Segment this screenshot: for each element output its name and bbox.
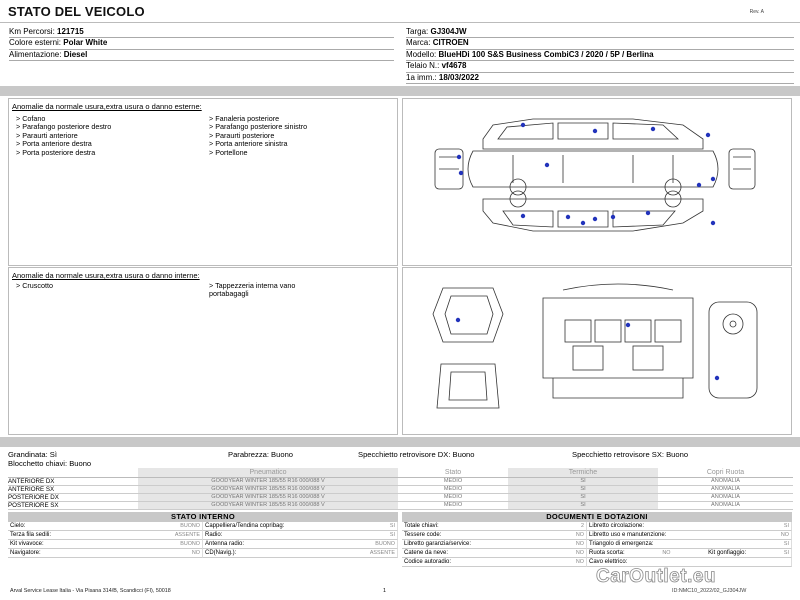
- plate-value: GJ304JW: [430, 27, 467, 36]
- key-lock-status: Blocchetto chiavi: Buono: [8, 459, 92, 468]
- cell-value: NO: [575, 541, 584, 547]
- list-item: > Cruscotto: [16, 281, 53, 290]
- column-header-tyre: Pneumatico: [138, 468, 398, 477]
- external-damage-title: Anomalie da normale usura,extra usura o danno esterne:: [12, 102, 202, 111]
- tyre-model: GOODYEAR WINTER 185/55 R16 000/088 V: [138, 477, 398, 485]
- cell-label: Triangolo di emergenza:: [589, 541, 654, 547]
- tyre-position: POSTERIORE DX: [8, 493, 138, 501]
- interior-cell: [8, 522, 203, 531]
- cell-value: SI: [389, 523, 395, 529]
- tyre-model: GOODYEAR WINTER 185/55 R16 000/088 V: [138, 493, 398, 501]
- list-item: > Porta posteriore destra: [16, 147, 96, 157]
- tyre-position: POSTERIORE SX: [8, 501, 138, 509]
- document-id: ID:NMC10_2022/02_GJ304JW: [672, 588, 747, 594]
- cell-value: ASSENTE: [369, 550, 395, 556]
- interior-state-section: [8, 512, 398, 558]
- cell-label: Libretto garanzia/service:: [404, 541, 472, 547]
- list-item: > Fanaleria posteriore: [209, 114, 280, 123]
- cell-label: Cavo elettrico:: [589, 559, 628, 565]
- section-separator-mid: [0, 437, 800, 447]
- documents-cell: [587, 522, 792, 531]
- interior-state-title: STATO INTERNO: [8, 512, 398, 522]
- list-item: > Portellone: [209, 147, 248, 157]
- tyre-thermal: SI: [508, 477, 658, 485]
- title-divider: [0, 22, 800, 23]
- cell-value: BUONO: [375, 541, 395, 547]
- documents-cell: [402, 558, 587, 567]
- cell-value: NO: [191, 550, 200, 556]
- cell-label: Cielo:: [10, 523, 26, 529]
- cell-label: Radio:: [205, 532, 223, 538]
- table-row: [8, 493, 793, 501]
- watermark-logo: CarOutlet.eu: [596, 566, 717, 587]
- brand-label: Marca:: [406, 38, 431, 48]
- cell-value: NO: [780, 532, 789, 538]
- model-value: BlueHDi 100 S&S Business CombiC3 / 2020 / 5P / Berlina: [438, 49, 654, 59]
- model-label: Modello:: [406, 49, 437, 59]
- plate-row: [406, 27, 794, 38]
- cell-label: Terza fila sedili:: [10, 532, 52, 538]
- cell-label: Navigatore:: [10, 550, 41, 556]
- kit-value: SI: [783, 550, 789, 556]
- external-damage-list-2: [209, 115, 307, 157]
- cell-value: BUONO: [180, 541, 200, 547]
- damage-markers: [457, 123, 715, 225]
- documents-cell: [587, 540, 792, 549]
- fuel-label: Alimentazione:: [9, 49, 62, 59]
- cell-label: Libretto uso e manutenzione:: [589, 532, 667, 538]
- cell-label: Antenna radio:: [205, 541, 245, 547]
- fuel-value: Diesel: [63, 49, 88, 59]
- brand-value: CITROEN: [432, 38, 469, 48]
- table-row: [8, 501, 793, 509]
- interior-cell: [8, 531, 203, 540]
- registration-row: [406, 73, 794, 84]
- km-value: 121715: [57, 27, 84, 36]
- list-item: > Porta anteriore destra: [16, 139, 92, 149]
- cell-label: Catene da neve:: [404, 550, 449, 556]
- internal-damage-list-1: [16, 282, 53, 290]
- documents-cell: [402, 522, 587, 531]
- cell-value: NO: [662, 550, 671, 556]
- plate-label: Targa:: [406, 27, 429, 36]
- external-damage-panel: [8, 98, 398, 266]
- tyre-state: MEDIO: [398, 493, 508, 501]
- chassis-value: vf4678: [441, 61, 467, 71]
- tyre-model: GOODYEAR WINTER 185/55 R16 000/088 V: [138, 485, 398, 493]
- kit-label: Kit gonfiaggio:: [708, 550, 747, 556]
- tyre-position: ANTERIORE SX: [8, 485, 138, 493]
- tyre-cover: ANOMALIA: [658, 485, 793, 493]
- tyres-table: [8, 468, 793, 510]
- documents-cell: [587, 531, 792, 540]
- mirror-dx-status: Specchietto retrovisore DX: Buono: [358, 450, 475, 459]
- color-label: Colore esterni:: [9, 38, 62, 48]
- hail-status: Grandinata: Sì: [8, 450, 57, 459]
- tyre-state: MEDIO: [398, 485, 508, 493]
- color-value: Polar White: [63, 38, 108, 48]
- column-header-position: [8, 468, 138, 477]
- cell-label: Kit vivavoce:: [10, 541, 44, 547]
- status-line-2: [8, 459, 91, 468]
- list-item: > Paraurti anteriore: [16, 130, 78, 140]
- list-item: > Cofano: [16, 114, 46, 123]
- status-line-1: [8, 450, 688, 459]
- tyre-thermal: SI: [508, 485, 658, 493]
- table-row: [8, 485, 793, 493]
- list-item: > Porta anteriore sinistra: [209, 139, 288, 149]
- interior-cell: [8, 549, 203, 558]
- internal-damage-panel: [8, 267, 398, 435]
- exterior-car-drawing: [403, 99, 791, 265]
- external-damage-list-1: [16, 115, 111, 157]
- cell-label: Tessere code:: [404, 532, 442, 538]
- brand-row: [406, 38, 794, 49]
- column-header-thermal: Termiche: [508, 468, 658, 477]
- cell-value: 2: [581, 523, 584, 529]
- interior-car-drawing: [403, 268, 791, 434]
- tyre-position: ANTERIORE DX: [8, 477, 138, 485]
- internal-damage-title: Anomalie da normale usura,extra usura o danno interne:: [12, 271, 200, 280]
- table-row: [8, 477, 793, 485]
- cell-value: SI: [389, 532, 395, 538]
- registration-label: 1a imm.:: [406, 72, 437, 82]
- interior-cell: [203, 531, 398, 540]
- tyre-model: GOODYEAR WINTER 185/55 R16 000/088 V: [138, 501, 398, 509]
- column-header-state: Stato: [398, 468, 508, 477]
- interior-cell: [203, 540, 398, 549]
- fuel-row: [9, 50, 394, 61]
- cell-value: SI: [783, 523, 789, 529]
- cell-value: NO: [575, 550, 584, 556]
- tyre-cover: ANOMALIA: [658, 477, 793, 485]
- chassis-row: [406, 61, 794, 72]
- list-item: > Paraurti posteriore: [209, 130, 275, 140]
- page-title: STATO DEL VEICOLO: [8, 4, 145, 19]
- tyre-cover: ANOMALIA: [658, 501, 793, 509]
- cell-value: NO: [575, 559, 584, 565]
- km-row: [9, 27, 394, 38]
- exterior-car-diagram: [402, 98, 792, 266]
- cell-label: Libretto circolazione:: [589, 523, 645, 529]
- footer-company: Arval Service Lease Italia - Via Pisana 314/B, Scandicci (FI), 50018: [10, 588, 171, 594]
- vehicle-info-left: [9, 27, 394, 61]
- cell-label: Totale chiavi:: [404, 523, 439, 529]
- vehicle-info-right: [406, 27, 794, 84]
- interior-cell: [203, 549, 398, 558]
- documents-cell: [402, 531, 587, 540]
- tyre-thermal: SI: [508, 493, 658, 501]
- internal-damage-list-2: [209, 282, 295, 299]
- chassis-label: Telaio N.:: [406, 61, 440, 71]
- tyre-state: MEDIO: [398, 477, 508, 485]
- cell-label: Codice autoradio:: [404, 559, 452, 565]
- cell-value: ASSENTE: [174, 532, 200, 538]
- cell-value: SI: [783, 541, 789, 547]
- tyre-thermal: SI: [508, 501, 658, 509]
- section-separator-top: [0, 86, 800, 96]
- documents-title: DOCUMENTI E DOTAZIONI: [402, 512, 792, 522]
- documents-cell: [587, 549, 792, 558]
- list-item: > Tappezzeria interna vano: [209, 281, 296, 290]
- color-row: [9, 38, 394, 49]
- interior-cell: [8, 540, 203, 549]
- page-number: 1: [383, 588, 386, 594]
- registration-value: 18/03/2022: [438, 72, 479, 82]
- list-item: > Parafango posteriore sinistro: [209, 122, 308, 132]
- documents-section: [402, 512, 792, 567]
- cell-label: Cappelliera/Tendina copribag:: [205, 523, 285, 529]
- interior-cell: [203, 522, 398, 531]
- list-item: > Parafango posteriore destro: [16, 122, 112, 132]
- tyre-state: MEDIO: [398, 501, 508, 509]
- cell-label: Ruota scorta:: [589, 550, 625, 556]
- documents-cell: [402, 549, 587, 558]
- cell-value: BUONO: [180, 523, 200, 529]
- cell-value: NO: [575, 532, 584, 538]
- mirror-sx-status: Specchietto retrovisore SX: Buono: [572, 450, 689, 459]
- column-header-cover: Copri Ruota: [658, 468, 793, 477]
- interior-car-diagram: [402, 267, 792, 435]
- km-label: Km Percorsi:: [9, 27, 55, 36]
- revision-label: Rev. A: [749, 9, 764, 15]
- list-item: portabagagli: [209, 289, 249, 299]
- cell-label: CD(Navig.):: [205, 550, 237, 556]
- documents-cell: [402, 540, 587, 549]
- tyre-cover: ANOMALIA: [658, 493, 793, 501]
- model-row: [406, 50, 794, 61]
- windshield-status: Parabrezza: Buono: [228, 450, 294, 459]
